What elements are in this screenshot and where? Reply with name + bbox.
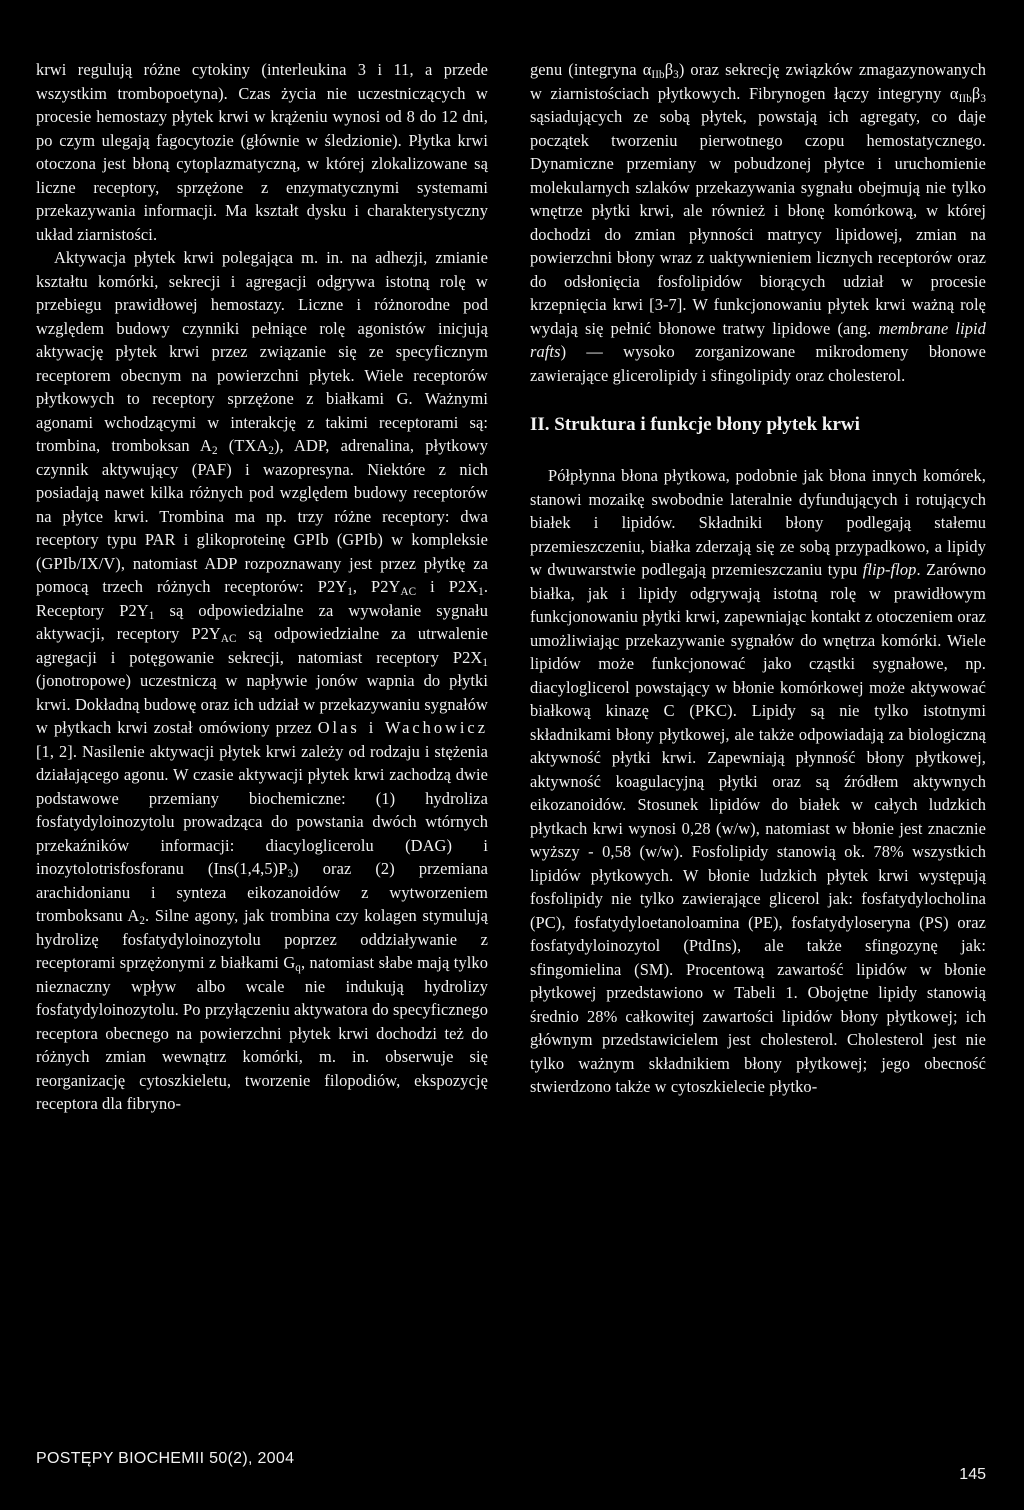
left-paragraph-2: Aktywacja płytek krwi polegająca m. in. na adhezji, zmianie kształtu komórki, sekrecji i agregacji odgrywa istotną rolę w przebiegu prawidłowej hemostazy. Liczne i różnorodne pod względem budowy czynniki pełniące rolę agonistów inicjują aktywację płytek krwi przez związanie się ze specyficznym receptorem obecnym na powierzchni płytek. Wiele receptorów płytkowych to receptory sprzężone z białkami G. Ważnymi agonami wchodzącymi w interakcję z takimi receptorami są: trombina, tromboksan $A_2$ $(TXA_2)$, ADP, adrenalina, płytkowy czynnik aktywujący (PAF) i wazopresyna. Niektóre z nich posiadają nawet kilka różnych pod względem budowy receptorów na płytce krwi. Trombina ma np. trzy różne receptory: dwa receptory typu PAR i glikoproteinę GPIb (GPIb) w kompleksie (GPIb/IX/V), natomiast ADP rozpoznawany jest przez płytkę za pomocą trzech różnych receptorów: $P2Y_1$, $P2Y_{AC}$ i $P2X_1$. Receptory $P2Y_1$ są odpowiedzialne za wywołanie sygnału aktywacji, receptory $P2Y_{AC}$ są odpowiedzialne za utrwalenie agregacji i potęgowanie sekrecji, natomiast receptory $P2X_1$ (jonotropowe) uczestniczą w napływie jonów wapnia do płytki krwi. Dokładną budowę oraz ich udział w przekazywaniu sygnałów w płytkach krwi został omówiony przez Olas i Wachowicz [1, 2]. Nasilenie aktywacji płytek krwi zależy od rodzaju i stężenia działającego agonu. W czasie aktywacji płytek krwi zachodzą dwie podstawowe przemiany biochemiczne: (1) hydroliza fosfatydyloinozytolu prowadząca do powstania dwóch wtórnych przekaźników informacji: diacyloglicerolu (DAG) i inozytolotrisfosforanu $(Ins(1,4,5)P_3)$ oraz (2) przemiana arachidonianu i synteza eikozanoidów z wytworzeniem tromboksanu $A_2$. Silne agony, jak trombina czy kolagen stymulują hydrolizę fosfatydyloinozytolu poprzez oddziaływanie z receptorami sprzężonymi z białkami $G_q$, natomiast słabe mają tylko nieznaczny wpływ albo wcale nie indukują hydrolizy fosfatydyloinozytolu. Po przyłączeniu aktywatora do specyficznego receptora obecnego na powierzchni płytek krwi dochodzi też do różnych zmian wewnątrz komórki, m. in. obserwuje się reorganizację cytoszkieletu, tworzenie filopodiów, ekspozycję receptora dla fibryno-	[36, 248, 489, 1113]
right-column	[530, 58, 986, 1099]
right-paragraph-1: genu (integryna $\alpha_{IIb}\beta_3$) oraz sekrecję związków zmagazynowanych w ziarnistościach płytkowych. Fibrynogen łączy integryny $\alpha_{IIb}\beta_3$ sąsiadujących ze sobą płytek, powstają ich agregaty, co daje początek tworzeniu pierwotnego czopu hemostatycznego. Dynamiczne przemiany w pobudzonej płytce i uruchomienie molekularnych szlaków przekazywania sygnału obejmują nie tylko wnętrze płytki krwi, ale również i błonę komórkową, w której dochodzi do zmian płynności matrycy lipidowej, zmian na powierzchni błony wraz z uaktywnieniem licznych receptorów oraz do odsłonięcia fosfolipidów biorących udział w procesie krzepnięcia krwi [3-7]. W funkcjonowaniu płytek krwi ważną rolę wydają się pełnić błonowe tratwy lipidowe (ang. membrane lipid rafts) — wysoko zorganizowane mikrodomeny błonowe zawierające glicerolipidy i sfingolipidy oraz cholesterol.	[530, 60, 986, 385]
left-column	[36, 58, 488, 1116]
right-paragraph-2: Półpłynna błona płytkowa, podobnie jak błona innych komórek, stanowi mozaikę swobodnie lateralnie dyfundujących i rotujących białek i lipidów. Składniki błony podlegają stałemu przemieszczeniu, białka zderzają się ze sobą przypadkowo, a lipidy w dwuwarstwie podlegają przemieszczaniu typu flip-flop. Zarówno białka, jak i lipidy odgrywają istotną rolę w prawidłowym funkcjonowaniu płytki krwi, zapewniając kontakt z otoczeniem oraz umożliwiając przekazywanie sygnałów do wnętrza komórki. Wiele lipidów może funkcjonować jako cząstki sygnałowe, np. diacyloglicerol powstający w błonie komórkowej może aktywować białkową kinazę C (PKC). Lipidy są nie tylko istotnymi składnikami błony płytkowej, ale także odpowiadają za biologiczną aktywność płytki krwi. Zapewniają płynność błony płytkowej, aktywność koagulacyjną płytki oraz są źródłem aktywnych eikozanoidów. Stosunek lipidów do białek w całych ludzkich płytkach krwi wynosi 0,28 (w/w), natomiast w błonie jest znacznie wyższy - 0,58 (w/w). Fosfolipidy stanowią ok. 78% wszystkich lipidów płytkowych. W błonie ludzkich płytek krwi występują fosfolipidy nie tylko zawierające glicerol jak: fosfatydylocholina (PC), fosfatydyloetanoloamina (PE), fosfatydyloseryna (PS) oraz fosfatydyloinozytol (PtdIns), ale także sfingozynę jak: sfingomielina (SM). Procentową zawartość lipidów w błonie płytkowej przedstawiono w Tabeli 1. Obojętne lipidy stanowią średnio 28% całkowitej zawartości lipidów błony płytkowej; ich głównym przedstawicielem jest cholesterol. Cholesterol jest nie tylko ważnym składnikiem błony płytkowej; jego obecność stwierdzono także w cytoszkielecie płytko-	[530, 466, 987, 1096]
cited-authors: Olas i Wachowicz	[317, 718, 488, 737]
page-number: 145	[959, 1466, 986, 1483]
left-paragraph-1: krwi regulują różne cytokiny (interleukina 3 i 11, a przede wszystkim trombopoetyna). Czas życia nie uczestniczących w procesie hemostazy płytek krwi w krążeniu wynosi od 8 do 12 dni, po czym ulegają fagocytozie (głównie w śledzionie). Płytka krwi otoczona jest błoną cytoplazmatyczną, w której zlokalizowane są liczne receptory, sprzężone z enzymatycznymi systemami przekazywania informacji. Ma kształt dysku i charakterystyczny układ ziarnistości.	[36, 60, 488, 244]
section-heading: II. Struktura i funkcje błony płytek krwi	[530, 414, 860, 435]
journal-footer: POSTĘPY BIOCHEMII 50(2), 2004	[36, 1450, 295, 1467]
